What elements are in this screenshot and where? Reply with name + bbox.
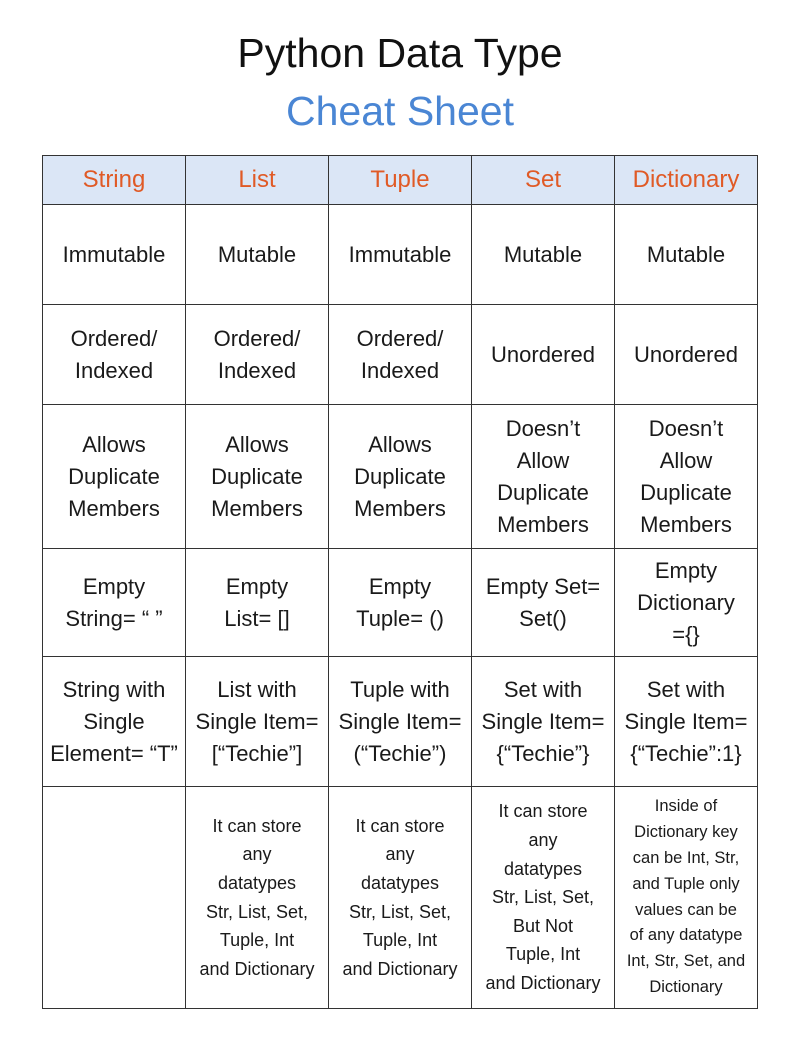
cell-string-empty	[43, 549, 186, 657]
cell-dictionary-single	[615, 657, 758, 787]
cell-dictionary-storage	[615, 787, 758, 1009]
cell-string-mutability	[43, 205, 186, 305]
cell-tuple-single	[329, 657, 472, 787]
cell-text: Empty List= []	[224, 573, 290, 631]
cell-string-single	[43, 657, 186, 787]
cell-text: Mutable	[646, 241, 726, 267]
cell-text: Empty Set= Set()	[485, 573, 601, 631]
cell-text: Unordered	[491, 341, 595, 367]
cell-list-duplicates	[186, 405, 329, 549]
cell-text: Doesn’t Allow Duplicate Members	[497, 415, 589, 537]
cell-text: Empty String= “ ”	[65, 573, 163, 631]
cell-text: Ordered/ Indexed	[356, 325, 444, 383]
cell-text: Immutable	[62, 241, 166, 267]
header-string: String	[43, 156, 186, 205]
cell-string-ordering	[43, 305, 186, 405]
cell-text: It can store any datatypes Str, List, Set, Tuple, Int and Dictionary	[199, 815, 315, 979]
cell-text: Tuple with Single Item= (“Techie”)	[338, 676, 462, 766]
cell-set-empty	[472, 549, 615, 657]
cell-text: Allows Duplicate Members	[354, 431, 446, 521]
cell-tuple-empty	[329, 549, 472, 657]
cheat-sheet-table	[42, 155, 758, 1009]
cell-text: Mutable	[503, 241, 583, 267]
cell-list-ordering	[186, 305, 329, 405]
cell-tuple-storage	[329, 787, 472, 1009]
cell-text: Empty Dictionary ={}	[637, 557, 735, 647]
cell-tuple-ordering	[329, 305, 472, 405]
cell-dictionary-mutability	[615, 205, 758, 305]
cell-string-storage	[43, 787, 186, 1009]
cell-set-ordering	[472, 305, 615, 405]
cell-text: Allows Duplicate Members	[68, 431, 160, 521]
cell-text: String with Single Element= “T”	[50, 676, 178, 766]
cell-set-storage	[472, 787, 615, 1009]
cell-text: It can store any datatypes Str, List, Set, But Not Tuple, Int and Dictionary	[485, 801, 601, 993]
row-ordering	[43, 305, 758, 405]
cell-dictionary-ordering	[615, 305, 758, 405]
cell-text: List with Single Item= [“Techie”]	[195, 676, 319, 766]
cell-list-mutability	[186, 205, 329, 305]
cell-text: Ordered/ Indexed	[70, 325, 158, 383]
cell-tuple-duplicates	[329, 405, 472, 549]
header-tuple: Tuple	[329, 156, 472, 205]
cell-text: Unordered	[634, 341, 738, 367]
cell-text: Set with Single Item= {“Techie”:1}	[624, 676, 748, 766]
header-set: Set	[472, 156, 615, 205]
header-dictionary: Dictionary	[615, 156, 758, 205]
cell-list-storage	[186, 787, 329, 1009]
row-storage	[43, 787, 758, 1009]
cell-text: Empty Tuple= ()	[356, 573, 444, 631]
cell-string-duplicates	[43, 405, 186, 549]
cell-text: Set with Single Item= {“Techie”}	[481, 676, 605, 766]
page-title: Python Data Type	[237, 30, 563, 76]
cell-dictionary-empty	[615, 549, 758, 657]
cell-text: Inside of Dictionary key can be Int, Str, and Tuple only values can be of any datatype Int, Str, Set, and Dictionary	[626, 797, 746, 996]
cell-text: Allows Duplicate Members	[211, 431, 303, 521]
cell-text: Mutable	[217, 241, 297, 267]
header-row	[43, 156, 758, 205]
cell-list-empty	[186, 549, 329, 657]
cell-tuple-mutability	[329, 205, 472, 305]
cell-text: Immutable	[348, 241, 452, 267]
row-single-element	[43, 657, 758, 787]
page-subtitle: Cheat Sheet	[286, 88, 514, 134]
cell-list-single	[186, 657, 329, 787]
cell-text: It can store any datatypes Str, List, Set, Tuple, Int and Dictionary	[342, 815, 458, 979]
header-list: List	[186, 156, 329, 205]
cell-set-single	[472, 657, 615, 787]
row-duplicates	[43, 405, 758, 549]
cell-set-duplicates	[472, 405, 615, 549]
cell-dictionary-duplicates	[615, 405, 758, 549]
row-empty	[43, 549, 758, 657]
cell-text: Ordered/ Indexed	[213, 325, 301, 383]
row-mutability	[43, 205, 758, 305]
cell-set-mutability	[472, 205, 615, 305]
cell-text: Doesn’t Allow Duplicate Members	[640, 415, 732, 537]
